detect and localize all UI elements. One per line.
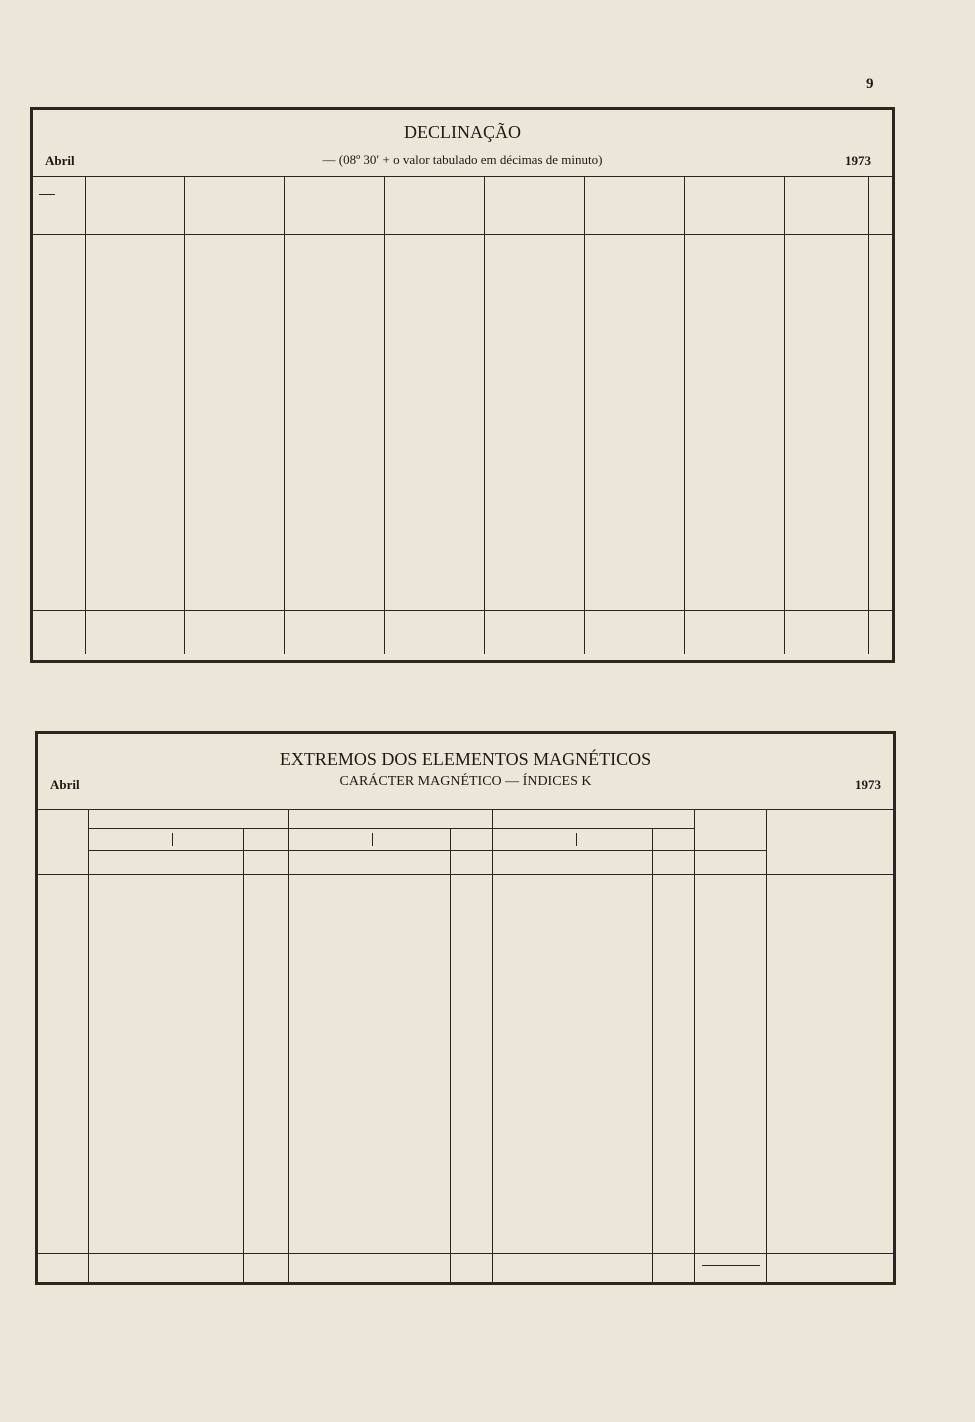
declinacao-year: 1973: [845, 153, 871, 168]
section-rule: [766, 809, 767, 1282]
carac-media-rule: [702, 1265, 760, 1266]
header-rule: [38, 809, 893, 810]
declinacao-month: Abril: [45, 153, 75, 168]
media-column-rule: [868, 176, 869, 654]
hour-group-rule: [184, 176, 185, 654]
hour-group-rule: [484, 176, 485, 654]
summary-rule: [33, 610, 892, 611]
hour-group-rule: [584, 176, 585, 654]
dif-rule: [450, 828, 451, 1282]
header-bottom-rule: [38, 874, 893, 875]
dif-rule: [243, 828, 244, 1282]
section-rule: [492, 809, 493, 1282]
max-min-rule: [372, 833, 373, 846]
subheader-rule: [88, 828, 694, 829]
extremos-month: Abril: [50, 777, 80, 792]
extremos-subtitle: CARÁCTER MAGNÉTICO — ÍNDICES K: [339, 774, 592, 789]
section-rule: [88, 809, 89, 1282]
extremos-title: EXTREMOS DOS ELEMENTOS MAGNÉTICOS: [279, 749, 652, 769]
section-rule: [694, 809, 695, 1282]
section-rule: [288, 809, 289, 1282]
hour-group-rule: [684, 176, 685, 654]
carac-rule: [694, 850, 766, 851]
page-number: 9: [866, 76, 874, 92]
dif-rule: [652, 828, 653, 1282]
day-column-rule: [85, 176, 86, 654]
hour-group-rule: [284, 176, 285, 654]
max-min-rule: [576, 833, 577, 846]
hour-group-rule: [784, 176, 785, 654]
declinacao-title: DECLINAÇÃO: [404, 122, 521, 142]
declinacao-table: [30, 107, 895, 663]
header-rule: [33, 176, 892, 177]
tu-underline: [39, 194, 55, 195]
media-rule: [38, 1253, 893, 1254]
header-bottom-rule: [33, 234, 892, 235]
extremos-table: [35, 731, 896, 1285]
subheader-rule-2: [88, 850, 694, 851]
declinacao-subtitle: — (08º 30′ + o valor tabulado em décimas de minuto): [322, 152, 603, 167]
hour-group-rule: [384, 176, 385, 654]
extremos-year: 1973: [855, 777, 881, 792]
max-min-rule: [172, 833, 173, 846]
